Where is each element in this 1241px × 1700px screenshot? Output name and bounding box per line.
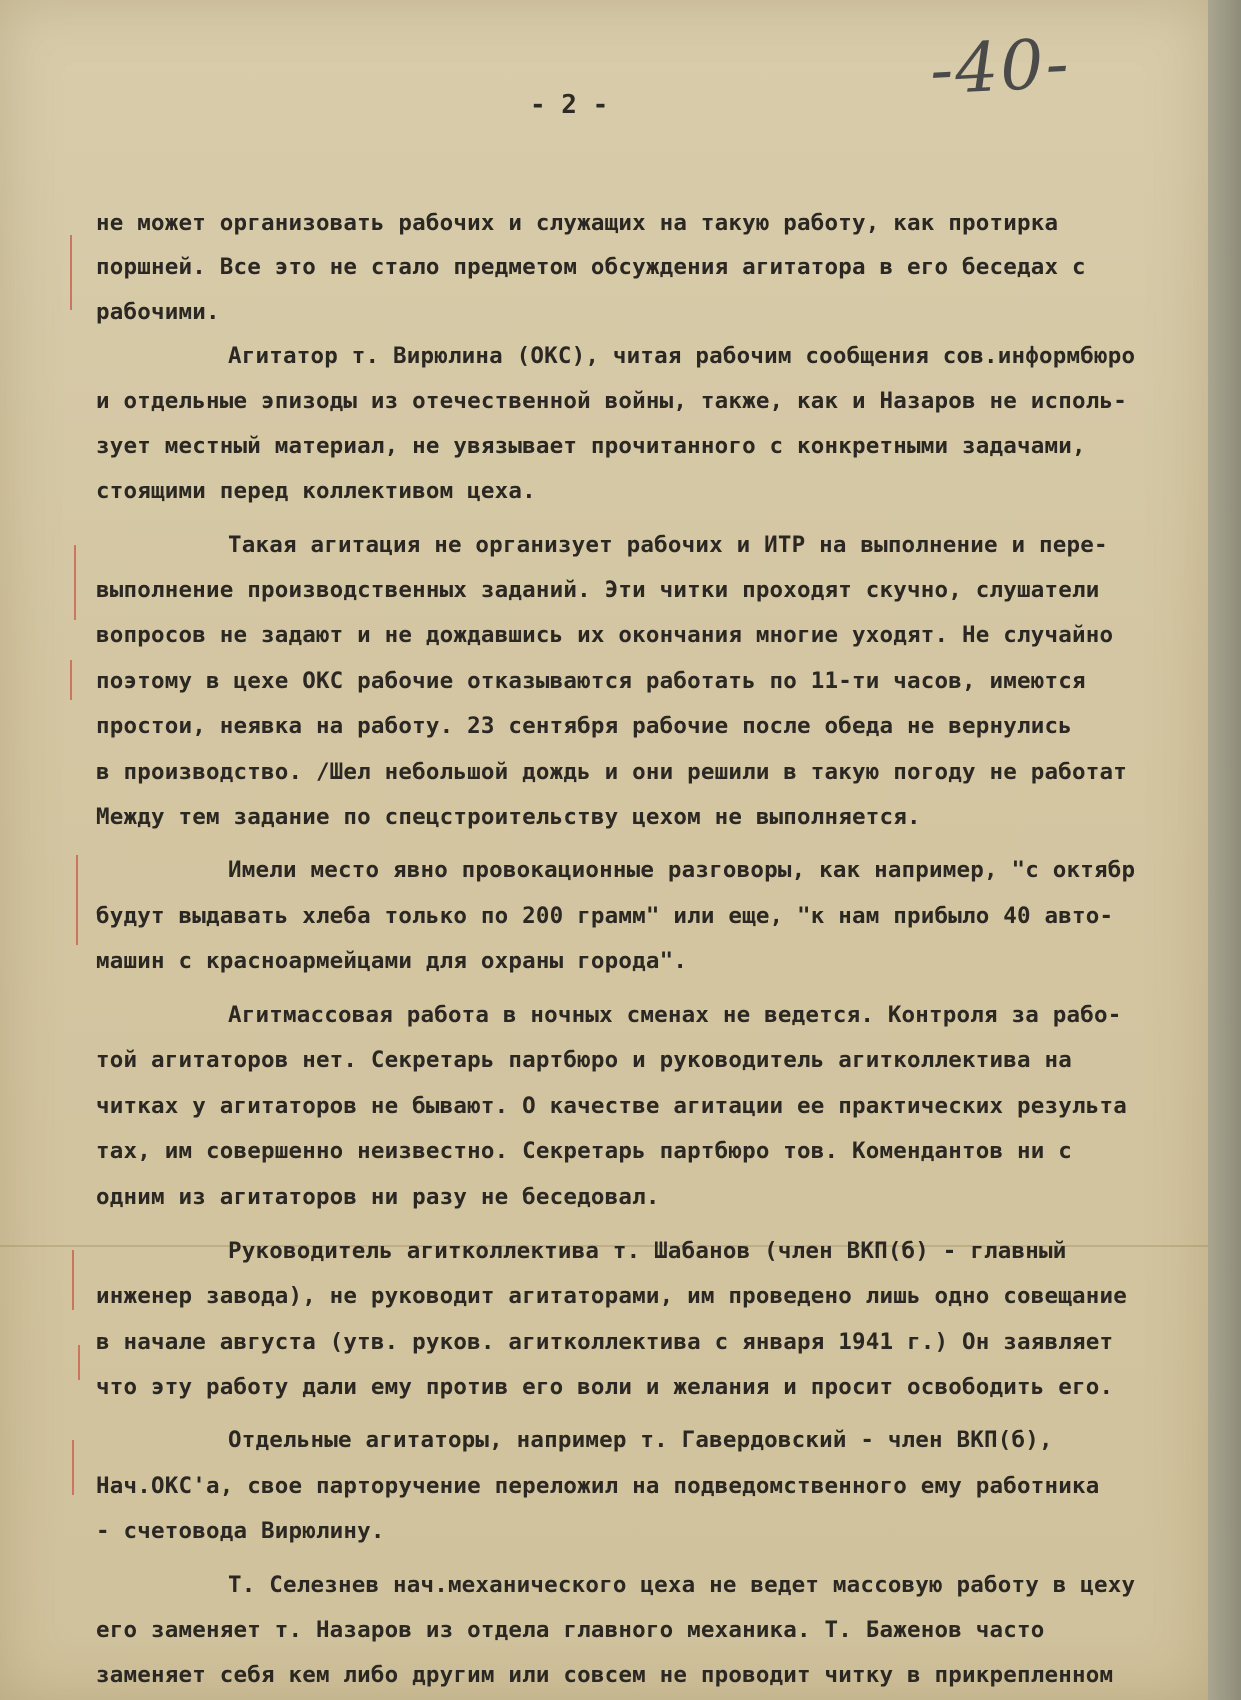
text-line: выполнение производственных заданий. Эти читки проходят скучно, слушатели [96,577,1100,603]
text-line: машин с красноармейцами для охраны города". [96,948,688,974]
text-line: простои, неявка на работу. 23 сентября рабочие после обеда не вернулись [96,713,1072,739]
text-line: поршней. Все это не стало предметом обсуждения агитатора в его беседах с [96,254,1086,280]
text-line: тах, им совершенно неизвестно. Секретарь партбюро тов. Комендантов ни с [96,1138,1072,1164]
text-line: в производство. /Шел небольшой дождь и они решили в такую погоду не работат [96,759,1127,785]
page-number: - 2 - [530,90,609,120]
text-line: будут выдавать хлеба только по 200 грамм" или еще, "к нам прибыло 40 авто- [96,903,1114,929]
text-line: Отдельные агитаторы, например т. Гавердовский - член ВКП(б), [228,1427,1053,1453]
text-line: Между тем задание по спецстроительству цехом не выполняется. [96,804,921,830]
handwritten-archive-page-number: -40- [928,24,1073,111]
text-line: одним из агитаторов ни разу не беседовал. [96,1184,660,1210]
text-line: зует местный материал, не увязывает прочитанного с конкретными задачами, [96,433,1086,459]
text-line: стоящими перед коллективом цеха. [96,478,536,504]
text-line: Имели место явно провокационные разговоры, как например, "с октябр [228,857,1136,883]
red-margin-mark [78,1345,80,1380]
text-line: его заменяет т. Назаров из отдела главного механика. Т. Баженов часто [96,1617,1045,1643]
red-margin-mark [74,545,76,620]
text-line: и отдельные эпизоды из отечественной войны, также, как и Назаров не исполь- [96,388,1127,414]
text-line: Нач.ОКС'а, свое парторучение переложил на подведомственного ему работника [96,1473,1100,1499]
red-margin-mark [72,1440,74,1495]
text-line: той агитаторов нет. Секретарь партбюро и руководитель агитколлектива на [96,1047,1072,1073]
underlying-sheet-edge [1208,0,1241,1700]
text-line: Руководитель агитколлектива т. Шабанов (член ВКП(б) - главный [228,1238,1067,1264]
text-line: заменяет себя кем либо другим или совсем не проводит читку в прикрепленном [96,1662,1114,1688]
text-line: рабочими. [96,299,220,325]
text-line: Агитатор т. Вирюлина (ОКС), читая рабочим сообщения сов.информбюро [228,343,1136,369]
text-line: в начале августа (утв. руков. агитколлектива с января 1941 г.) Он заявляет [96,1329,1114,1355]
red-margin-mark [76,855,78,945]
text-line: читках у агитаторов не бывают. О качестве агитации ее практических результа [96,1093,1127,1119]
red-margin-mark [70,660,72,700]
text-line: Агитмассовая работа в ночных сменах не ведется. Контроля за рабо- [228,1002,1122,1028]
text-line: - счетовода Вирюлину. [96,1518,385,1544]
text-line: поэтому в цехе ОКС рабочие отказываются работать по 11-ти часов, имеются [96,668,1086,694]
red-margin-mark [72,1250,74,1310]
text-line: Т. Селезнев нач.механического цеха не ведет массовую работу в цеху [228,1572,1136,1598]
text-line: вопросов не задают и не дождавшись их окончания многие уходят. Не случайно [96,622,1114,648]
text-line: инженер завода), не руководит агитаторами, им проведено лишь одно совещание [96,1283,1127,1309]
red-margin-mark [70,235,72,310]
text-line: Такая агитация не организует рабочих и ИТР на выполнение и пере- [228,532,1108,558]
text-line: не может организовать рабочих и служащих на такую работу, как протирка [96,210,1059,236]
text-line: что эту работу дали ему против его воли и желания и просит освободить его. [96,1374,1114,1400]
